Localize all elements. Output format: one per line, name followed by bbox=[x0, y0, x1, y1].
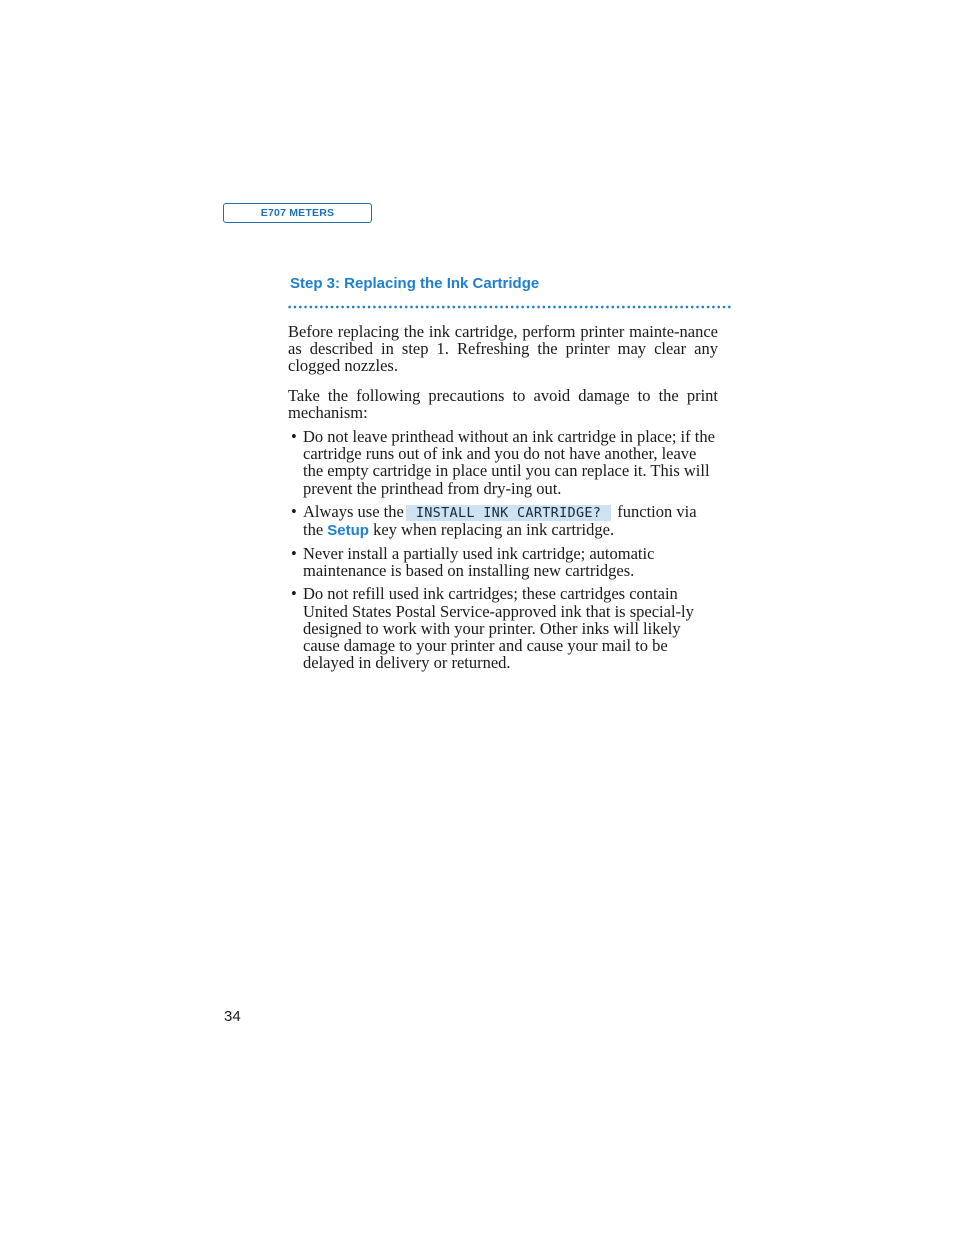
bullet-icon: • bbox=[291, 427, 297, 447]
list-item-text: Do not leave printhead without an ink cartridge in place; if the cartridge runs out of ink and you do not have another, leave the empty cartridge in place until you can replace it. This will prevent the printhead from dry-ing out. bbox=[303, 427, 715, 498]
list-item bbox=[288, 503, 718, 539]
page-number: 34 bbox=[224, 1008, 241, 1025]
section-title: Step 3: Replacing the Ink Cartridge bbox=[290, 275, 540, 292]
dotted-divider bbox=[287, 305, 731, 309]
list-item bbox=[288, 585, 718, 671]
bullet-icon: • bbox=[291, 544, 297, 564]
list-item-text-after: key when replacing an ink cartridge. bbox=[373, 519, 615, 539]
list-item-text: Never install a partially used ink cartridge; automatic maintenance is based on installing new cartridges. bbox=[303, 544, 655, 581]
bullet-icon: • bbox=[291, 584, 297, 604]
setup-key-label: Setup bbox=[327, 521, 369, 539]
section-tab: E707 METERS bbox=[223, 203, 372, 223]
intro-paragraph: Before replacing the ink cartridge, perform printer mainte-nance as described in step 1. Refreshing the printer may clear any clogged nozzles. bbox=[288, 322, 718, 376]
list-item-text-before: Always use the bbox=[303, 501, 404, 521]
precautions-list bbox=[288, 428, 718, 671]
body-content bbox=[288, 323, 718, 677]
lcd-display-text: INSTALL INK CARTRIDGE? bbox=[406, 505, 611, 521]
list-item bbox=[288, 545, 718, 579]
list-item bbox=[288, 428, 718, 497]
bullet-icon: • bbox=[291, 501, 297, 521]
list-item-text: Do not refill used ink cartridges; these cartridges contain United States Postal Service-approved ink that is special-ly designed to work with your printer. Other inks will likely cause damage to your printer and cause your mail to be delayed in delivery or returned. bbox=[303, 584, 694, 673]
list-item-text-middle: function via the bbox=[303, 501, 697, 539]
precautions-intro: Take the following precautions to avoid damage to the print mechanism: bbox=[288, 385, 718, 422]
